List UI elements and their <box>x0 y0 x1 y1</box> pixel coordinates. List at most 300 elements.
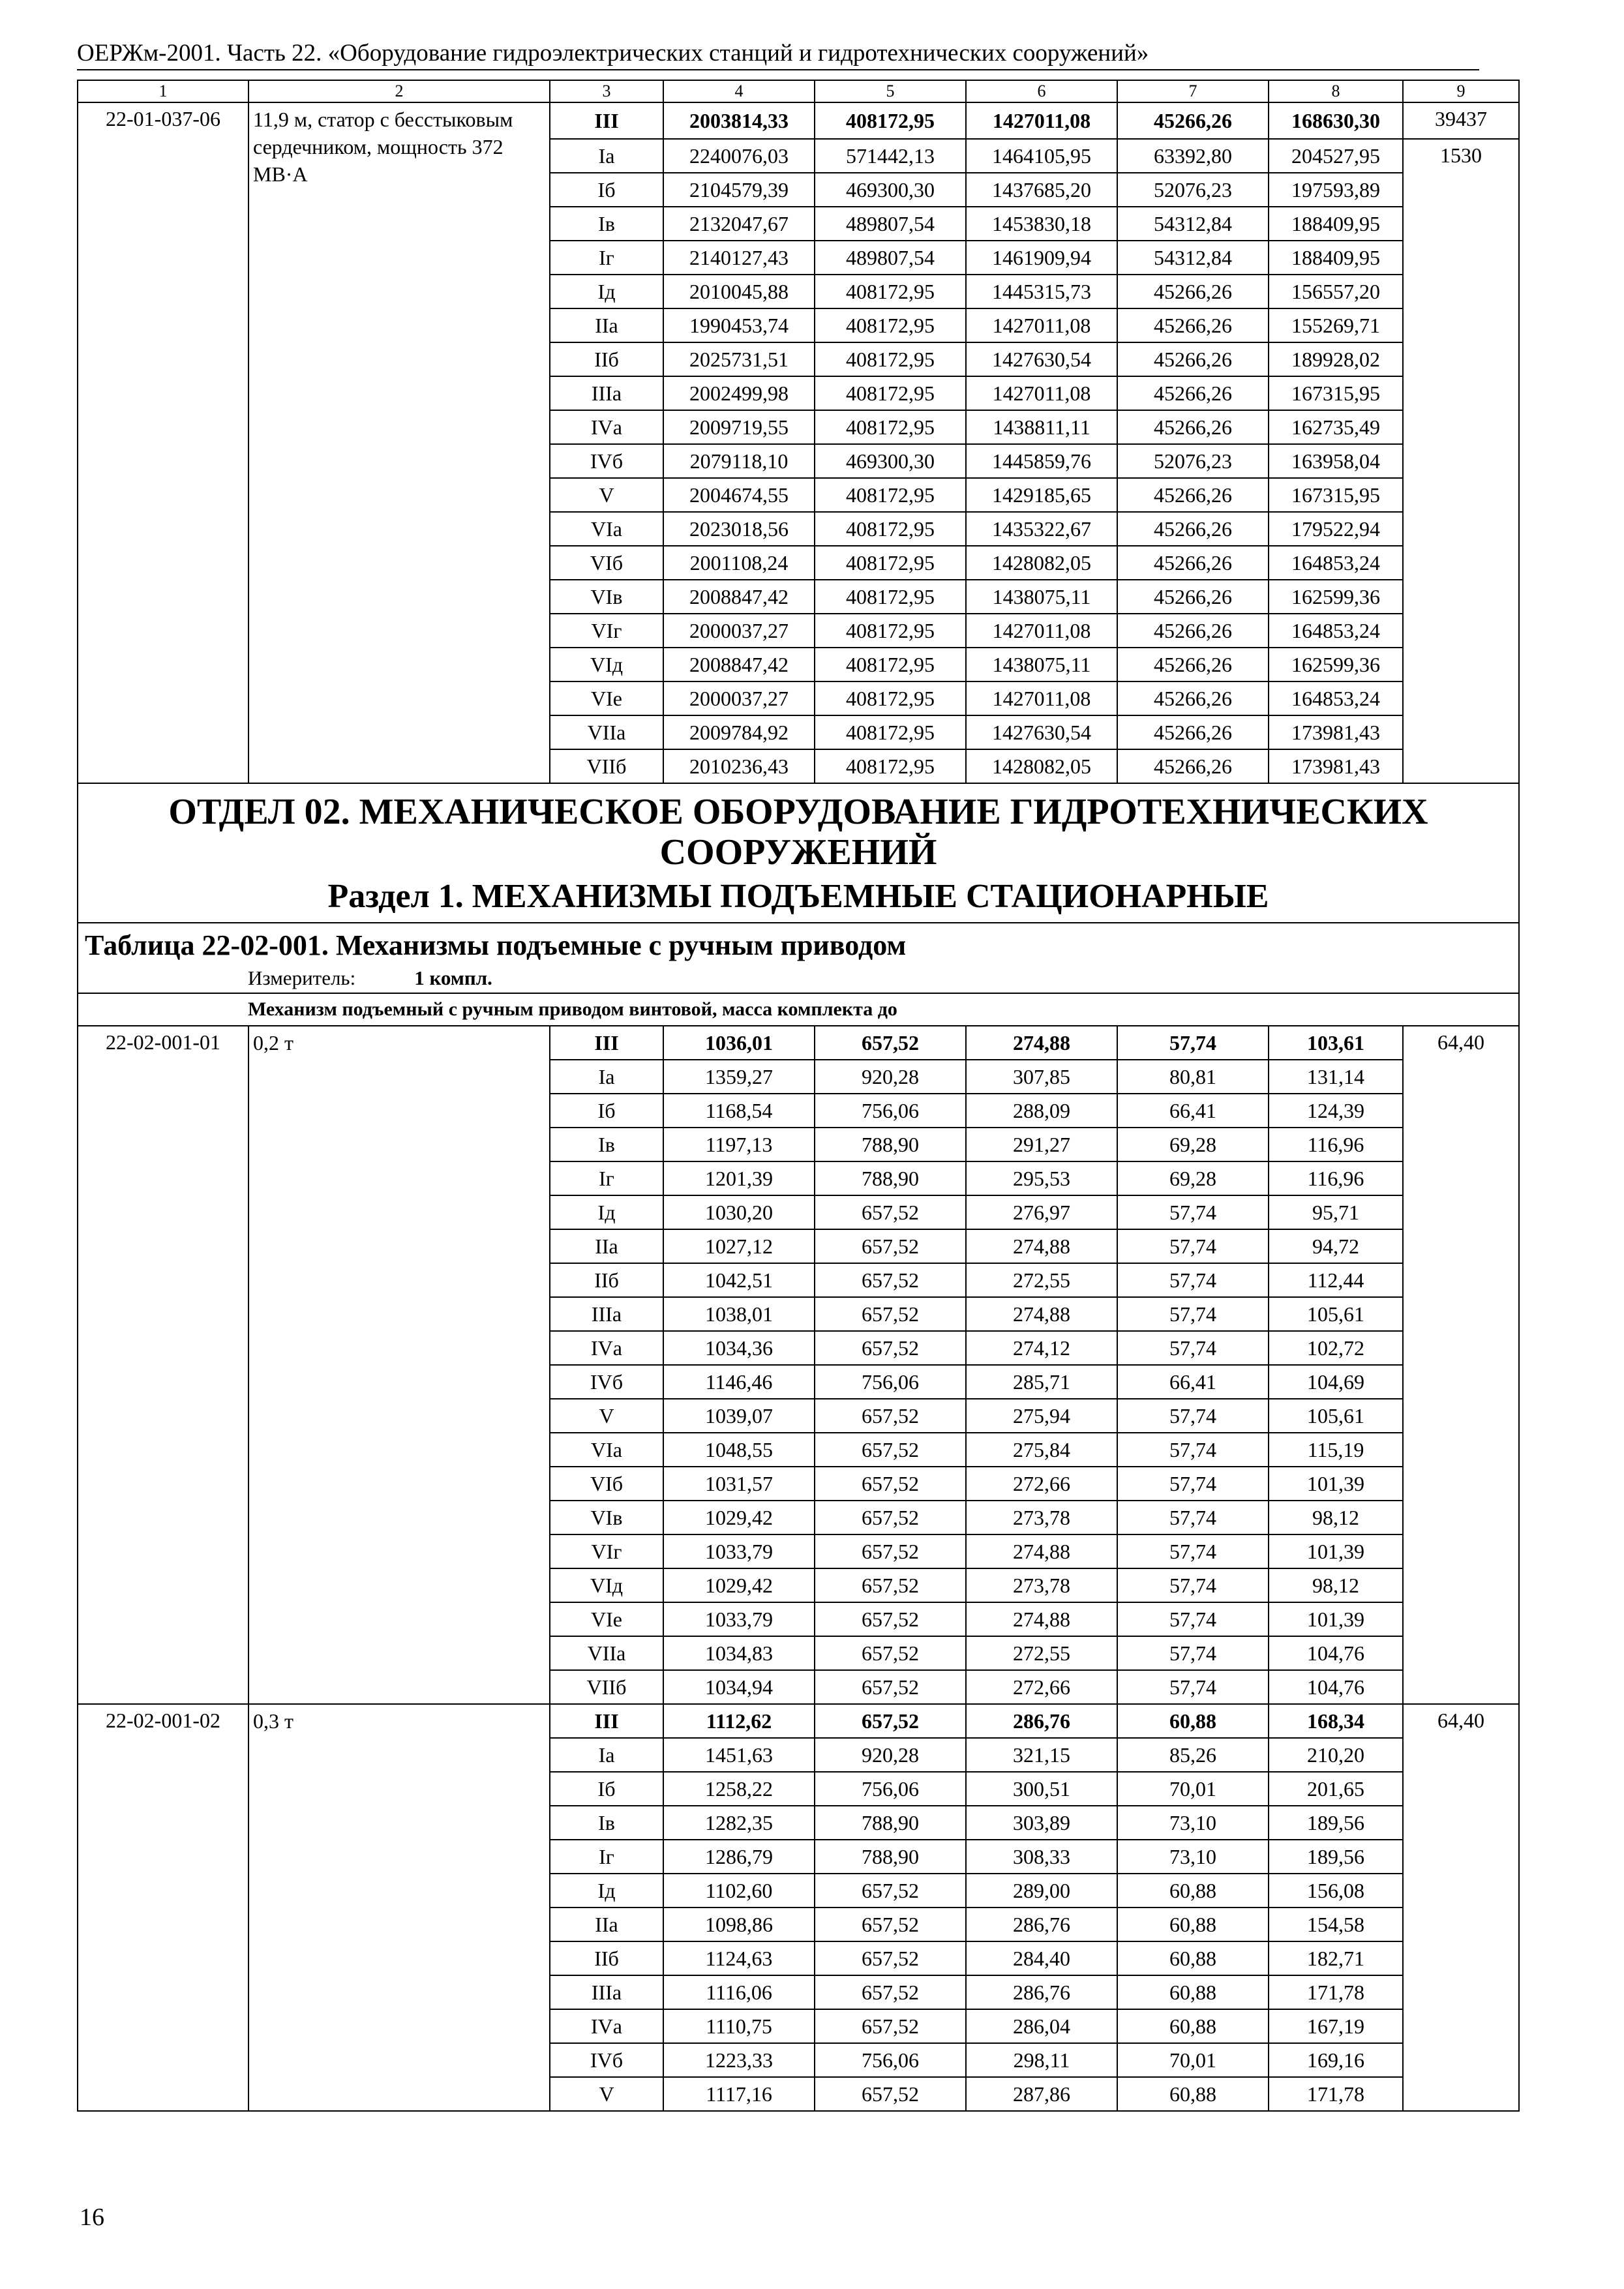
value-cell: 1098,86 <box>663 1908 815 1941</box>
value-cell: 408172,95 <box>815 478 966 512</box>
region-cell: III <box>550 1704 663 1738</box>
value-cell: 60,88 <box>1117 2077 1269 2111</box>
column-number: 4 <box>663 80 815 102</box>
value-cell: 57,74 <box>1117 1433 1269 1467</box>
value-cell: 2003814,33 <box>663 102 815 139</box>
value-cell: 45266,26 <box>1117 546 1269 580</box>
value-cell: 54312,84 <box>1117 241 1269 275</box>
value-cell: 408172,95 <box>815 342 966 376</box>
overhead-cell: 64,40 <box>1403 1704 1519 2111</box>
value-cell: 1124,63 <box>663 1941 815 1975</box>
value-cell: 273,78 <box>966 1501 1117 1534</box>
value-cell: 657,52 <box>815 1670 966 1704</box>
value-cell: 657,52 <box>815 1636 966 1670</box>
column-number: 1 <box>78 80 248 102</box>
value-cell: 1033,79 <box>663 1534 815 1568</box>
value-cell: 1029,42 <box>663 1501 815 1534</box>
value-cell: 1427630,54 <box>966 342 1117 376</box>
value-cell: 408172,95 <box>815 546 966 580</box>
value-cell: 288,09 <box>966 1094 1117 1128</box>
value-cell: 1168,54 <box>663 1094 815 1128</box>
table-title: Таблица 22-02-001. Механизмы подъемные с ручным приводом <box>78 923 1519 964</box>
value-cell: 1258,22 <box>663 1772 815 1806</box>
value-cell: 275,94 <box>966 1399 1117 1433</box>
value-cell: 45266,26 <box>1117 749 1269 783</box>
value-cell: 272,66 <box>966 1670 1117 1704</box>
value-cell: 168,34 <box>1269 1704 1403 1738</box>
value-cell: 657,52 <box>815 1433 966 1467</box>
value-cell: 274,88 <box>966 1534 1117 1568</box>
value-cell: 2025731,51 <box>663 342 815 376</box>
value-cell: 171,78 <box>1269 1975 1403 2009</box>
region-cell: IIб <box>550 1941 663 1975</box>
value-cell: 2001108,24 <box>663 546 815 580</box>
value-cell: 2132047,67 <box>663 207 815 241</box>
value-cell: 63392,80 <box>1117 139 1269 173</box>
value-cell: 45266,26 <box>1117 410 1269 444</box>
value-cell: 1027,12 <box>663 1229 815 1263</box>
value-cell: 469300,30 <box>815 173 966 207</box>
region-cell: V <box>550 2077 663 2111</box>
value-cell: 45266,26 <box>1117 478 1269 512</box>
value-cell: 2240076,03 <box>663 139 815 173</box>
value-cell: 408172,95 <box>815 580 966 614</box>
value-cell: 1286,79 <box>663 1840 815 1874</box>
value-cell: 57,74 <box>1117 1602 1269 1636</box>
value-cell: 1116,06 <box>663 1975 815 2009</box>
value-cell: 285,71 <box>966 1365 1117 1399</box>
value-cell: 657,52 <box>815 1026 966 1060</box>
value-cell: 1427011,08 <box>966 681 1117 715</box>
value-cell: 1030,20 <box>663 1195 815 1229</box>
value-cell: 57,74 <box>1117 1263 1269 1297</box>
value-cell: 1438811,11 <box>966 410 1117 444</box>
value-cell: 52076,23 <box>1117 173 1269 207</box>
value-cell: 66,41 <box>1117 1365 1269 1399</box>
value-cell: 272,55 <box>966 1636 1117 1670</box>
value-cell: 70,01 <box>1117 1772 1269 1806</box>
value-cell: 189928,02 <box>1269 342 1403 376</box>
region-cell: VIIб <box>550 1670 663 1704</box>
value-cell: 131,14 <box>1269 1060 1403 1094</box>
value-cell: 66,41 <box>1117 1094 1269 1128</box>
value-cell: 408172,95 <box>815 749 966 783</box>
value-cell: 69,28 <box>1117 1161 1269 1195</box>
value-cell: 164853,24 <box>1269 614 1403 648</box>
value-cell: 408172,95 <box>815 648 966 681</box>
value-cell: 1429185,65 <box>966 478 1117 512</box>
region-cell: VIв <box>550 1501 663 1534</box>
region-cell: Iг <box>550 1161 663 1195</box>
value-cell: 291,27 <box>966 1128 1117 1161</box>
table-row <box>78 1026 1519 1060</box>
region-cell: Iв <box>550 1806 663 1840</box>
value-cell: 756,06 <box>815 1094 966 1128</box>
value-cell: 57,74 <box>1117 1670 1269 1704</box>
value-cell: 408172,95 <box>815 681 966 715</box>
value-cell: 274,88 <box>966 1026 1117 1060</box>
value-cell: 60,88 <box>1117 2009 1269 2043</box>
region-cell: VIе <box>550 1602 663 1636</box>
value-cell: 408172,95 <box>815 410 966 444</box>
value-cell: 1990453,74 <box>663 308 815 342</box>
value-cell: 2008847,42 <box>663 580 815 614</box>
value-cell: 657,52 <box>815 1297 966 1331</box>
value-cell: 657,52 <box>815 2009 966 2043</box>
region-cell: VIб <box>550 1467 663 1501</box>
value-cell: 60,88 <box>1117 1704 1269 1738</box>
value-cell: 287,86 <box>966 2077 1117 2111</box>
value-cell: 57,74 <box>1117 1331 1269 1365</box>
value-cell: 408172,95 <box>815 308 966 342</box>
overhead-cell: 39437 <box>1403 102 1519 139</box>
value-cell: 104,69 <box>1269 1365 1403 1399</box>
value-cell: 276,97 <box>966 1195 1117 1229</box>
value-cell: 1029,42 <box>663 1568 815 1602</box>
item-code: 22-02-001-01 <box>78 1026 248 1704</box>
value-cell: 57,74 <box>1117 1501 1269 1534</box>
value-cell: 1427011,08 <box>966 614 1117 648</box>
measure-value: 1 компл. <box>414 966 492 989</box>
region-cell: IIа <box>550 1908 663 1941</box>
value-cell: 657,52 <box>815 1263 966 1297</box>
value-cell: 2009719,55 <box>663 410 815 444</box>
value-cell: 1435322,67 <box>966 512 1117 546</box>
value-cell: 169,16 <box>1269 2043 1403 2077</box>
value-cell: 173981,43 <box>1269 715 1403 749</box>
region-cell: Iа <box>550 1060 663 1094</box>
region-cell: VIг <box>550 1534 663 1568</box>
value-cell: 2008847,42 <box>663 648 815 681</box>
value-cell: 163958,04 <box>1269 444 1403 478</box>
value-cell: 162599,36 <box>1269 580 1403 614</box>
value-cell: 2010045,88 <box>663 275 815 308</box>
value-cell: 788,90 <box>815 1161 966 1195</box>
value-cell: 124,39 <box>1269 1094 1403 1128</box>
measure-label: Измеритель: <box>248 966 356 989</box>
value-cell: 408172,95 <box>815 512 966 546</box>
value-cell: 1464105,95 <box>966 139 1117 173</box>
value-cell: 657,52 <box>815 1704 966 1738</box>
value-cell: 272,66 <box>966 1467 1117 1501</box>
value-cell: 164853,24 <box>1269 681 1403 715</box>
value-cell: 1427011,08 <box>966 376 1117 410</box>
value-cell: 188409,95 <box>1269 241 1403 275</box>
value-cell: 98,12 <box>1269 1501 1403 1534</box>
value-cell: 274,88 <box>966 1229 1117 1263</box>
region-cell: Iг <box>550 241 663 275</box>
value-cell: 167315,95 <box>1269 478 1403 512</box>
value-cell: 1034,36 <box>663 1331 815 1365</box>
value-cell: 272,55 <box>966 1263 1117 1297</box>
value-cell: 2010236,43 <box>663 749 815 783</box>
region-cell: V <box>550 478 663 512</box>
value-cell: 167,19 <box>1269 2009 1403 2043</box>
value-cell: 188409,95 <box>1269 207 1403 241</box>
value-cell: 154,58 <box>1269 1908 1403 1941</box>
table-row <box>78 102 1519 139</box>
value-cell: 1048,55 <box>663 1433 815 1467</box>
section-title: ОТДЕЛ 02. МЕХАНИЧЕСКОЕ ОБОРУДОВАНИЕ ГИДРОТЕХНИЧЕСКИХ СООРУЖЕНИЙ <box>168 792 1428 873</box>
value-cell: 189,56 <box>1269 1840 1403 1874</box>
value-cell: 204527,95 <box>1269 139 1403 173</box>
value-cell: 104,76 <box>1269 1670 1403 1704</box>
value-cell: 2023018,56 <box>663 512 815 546</box>
value-cell: 2002499,98 <box>663 376 815 410</box>
region-cell: VIд <box>550 1568 663 1602</box>
value-cell: 657,52 <box>815 1602 966 1636</box>
value-cell: 408172,95 <box>815 715 966 749</box>
region-cell: Iб <box>550 173 663 207</box>
value-cell: 657,52 <box>815 1331 966 1365</box>
region-cell: IVб <box>550 444 663 478</box>
value-cell: 1451,63 <box>663 1738 815 1772</box>
column-number: 8 <box>1269 80 1403 102</box>
value-cell: 321,15 <box>966 1738 1117 1772</box>
value-cell: 275,84 <box>966 1433 1117 1467</box>
region-cell: IVа <box>550 2009 663 2043</box>
value-cell: 657,52 <box>815 1941 966 1975</box>
value-cell: 1038,01 <box>663 1297 815 1331</box>
region-cell: IVа <box>550 1331 663 1365</box>
value-cell: 57,74 <box>1117 1229 1269 1263</box>
column-number: 7 <box>1117 80 1269 102</box>
value-cell: 201,65 <box>1269 1772 1403 1806</box>
column-number: 6 <box>966 80 1117 102</box>
value-cell: 1036,01 <box>663 1026 815 1060</box>
region-cell: VIIб <box>550 749 663 783</box>
value-cell: 94,72 <box>1269 1229 1403 1263</box>
value-cell: 98,12 <box>1269 1568 1403 1602</box>
table-title-row <box>78 923 1519 964</box>
value-cell: 162735,49 <box>1269 410 1403 444</box>
value-cell: 102,72 <box>1269 1331 1403 1365</box>
value-cell: 300,51 <box>966 1772 1117 1806</box>
value-cell: 171,78 <box>1269 2077 1403 2111</box>
value-cell: 45266,26 <box>1117 102 1269 139</box>
measure-row <box>78 964 1519 993</box>
region-cell: III <box>550 102 663 139</box>
region-cell: Iд <box>550 1874 663 1908</box>
value-cell: 1146,46 <box>663 1365 815 1399</box>
value-cell: 489807,54 <box>815 207 966 241</box>
value-cell: 155269,71 <box>1269 308 1403 342</box>
value-cell: 920,28 <box>815 1738 966 1772</box>
value-cell: 57,74 <box>1117 1399 1269 1433</box>
value-cell: 657,52 <box>815 1467 966 1501</box>
region-cell: IVб <box>550 1365 663 1399</box>
region-cell: VIд <box>550 648 663 681</box>
value-cell: 57,74 <box>1117 1297 1269 1331</box>
value-cell: 1427011,08 <box>966 308 1117 342</box>
section-heading <box>78 783 1519 923</box>
value-cell: 116,96 <box>1269 1161 1403 1195</box>
value-cell: 197593,89 <box>1269 173 1403 207</box>
value-cell: 45266,26 <box>1117 681 1269 715</box>
value-cell: 1461909,94 <box>966 241 1117 275</box>
value-cell: 57,74 <box>1117 1636 1269 1670</box>
item-code: 22-01-037-06 <box>78 102 248 783</box>
value-cell: 45266,26 <box>1117 342 1269 376</box>
value-cell: 164853,24 <box>1269 546 1403 580</box>
value-cell: 756,06 <box>815 1772 966 1806</box>
value-cell: 60,88 <box>1117 1874 1269 1908</box>
section-subtitle: Раздел 1. МЕХАНИЗМЫ ПОДЪЕМНЫЕ СТАЦИОНАРНЫЕ <box>327 878 1269 915</box>
value-cell: 57,74 <box>1117 1467 1269 1501</box>
value-cell: 95,71 <box>1269 1195 1403 1229</box>
value-cell: 657,52 <box>815 1229 966 1263</box>
value-cell: 657,52 <box>815 1399 966 1433</box>
value-cell: 2000037,27 <box>663 681 815 715</box>
value-cell: 788,90 <box>815 1128 966 1161</box>
value-cell: 571442,13 <box>815 139 966 173</box>
region-cell: IIб <box>550 342 663 376</box>
value-cell: 274,88 <box>966 1602 1117 1636</box>
value-cell: 167315,95 <box>1269 376 1403 410</box>
value-cell: 54312,84 <box>1117 207 1269 241</box>
group-caption-row <box>78 993 1519 1026</box>
value-cell: 1438075,11 <box>966 580 1117 614</box>
value-cell: 1112,62 <box>663 1704 815 1738</box>
value-cell: 2004674,55 <box>663 478 815 512</box>
value-cell: 2079118,10 <box>663 444 815 478</box>
value-cell: 1201,39 <box>663 1161 815 1195</box>
value-cell: 1445315,73 <box>966 275 1117 308</box>
value-cell: 45266,26 <box>1117 614 1269 648</box>
table-row <box>78 1704 1519 1738</box>
item-code: 22-02-001-02 <box>78 1704 248 2111</box>
region-cell: Iб <box>550 1772 663 1806</box>
value-cell: 657,52 <box>815 1501 966 1534</box>
region-cell: IIа <box>550 1229 663 1263</box>
value-cell: 156557,20 <box>1269 275 1403 308</box>
value-cell: 1117,16 <box>663 2077 815 2111</box>
value-cell: 112,44 <box>1269 1263 1403 1297</box>
value-cell: 85,26 <box>1117 1738 1269 1772</box>
value-cell: 80,81 <box>1117 1060 1269 1094</box>
value-cell: 1427630,54 <box>966 715 1117 749</box>
value-cell: 45266,26 <box>1117 648 1269 681</box>
measure-cell <box>78 964 1519 993</box>
value-cell: 105,61 <box>1269 1297 1403 1331</box>
estimate-table <box>77 80 1520 2112</box>
value-cell: 52076,23 <box>1117 444 1269 478</box>
value-cell: 1359,27 <box>663 1060 815 1094</box>
column-number-row <box>78 80 1519 102</box>
value-cell: 60,88 <box>1117 1908 1269 1941</box>
region-cell: VIа <box>550 1433 663 1467</box>
value-cell: 162599,36 <box>1269 648 1403 681</box>
value-cell: 286,76 <box>966 1704 1117 1738</box>
column-number: 3 <box>550 80 663 102</box>
value-cell: 489807,54 <box>815 241 966 275</box>
region-cell: Iв <box>550 207 663 241</box>
value-cell: 408172,95 <box>815 275 966 308</box>
value-cell: 1042,51 <box>663 1263 815 1297</box>
value-cell: 1033,79 <box>663 1602 815 1636</box>
value-cell: 756,06 <box>815 1365 966 1399</box>
value-cell: 2000037,27 <box>663 614 815 648</box>
column-number: 9 <box>1403 80 1519 102</box>
value-cell: 1039,07 <box>663 1399 815 1433</box>
item-description: 0,2 т <box>248 1026 550 1704</box>
page-number: 16 <box>80 2204 104 2231</box>
value-cell: 179522,94 <box>1269 512 1403 546</box>
value-cell: 274,88 <box>966 1297 1117 1331</box>
value-cell: 657,52 <box>815 1195 966 1229</box>
region-cell: VIа <box>550 512 663 546</box>
value-cell: 1427011,08 <box>966 102 1117 139</box>
value-cell: 1034,94 <box>663 1670 815 1704</box>
region-cell: Iг <box>550 1840 663 1874</box>
value-cell: 45266,26 <box>1117 308 1269 342</box>
value-cell: 2104579,39 <box>663 173 815 207</box>
column-number: 2 <box>248 80 550 102</box>
value-cell: 101,39 <box>1269 1467 1403 1501</box>
region-cell: IIа <box>550 308 663 342</box>
value-cell: 45266,26 <box>1117 512 1269 546</box>
overhead-cell: 64,40 <box>1403 1026 1519 1704</box>
value-cell: 295,53 <box>966 1161 1117 1195</box>
value-cell: 1438075,11 <box>966 648 1117 681</box>
page-header: ОЕРЖм-2001. Часть 22. «Оборудование гидроэлектрических станций и гидротехнических сооружений» <box>77 39 1479 70</box>
value-cell: 920,28 <box>815 1060 966 1094</box>
value-cell: 303,89 <box>966 1806 1117 1840</box>
value-cell: 60,88 <box>1117 1941 1269 1975</box>
value-cell: 115,19 <box>1269 1433 1403 1467</box>
value-cell: 657,52 <box>815 1568 966 1602</box>
value-cell: 116,96 <box>1269 1128 1403 1161</box>
value-cell: 1453830,18 <box>966 207 1117 241</box>
value-cell: 286,76 <box>966 1975 1117 2009</box>
region-cell: IIIа <box>550 1297 663 1331</box>
value-cell: 1197,13 <box>663 1128 815 1161</box>
value-cell: 69,28 <box>1117 1128 1269 1161</box>
region-cell: IVб <box>550 2043 663 2077</box>
region-cell: Iа <box>550 1738 663 1772</box>
value-cell: 60,88 <box>1117 1975 1269 2009</box>
region-cell: Iв <box>550 1128 663 1161</box>
value-cell: 273,78 <box>966 1568 1117 1602</box>
value-cell: 307,85 <box>966 1060 1117 1094</box>
column-number: 5 <box>815 80 966 102</box>
value-cell: 408172,95 <box>815 376 966 410</box>
region-cell: IIб <box>550 1263 663 1297</box>
group-caption: Механизм подъемный с ручным приводом винтовой, масса комплекта до <box>78 993 1519 1026</box>
item-description: 0,3 т <box>248 1704 550 2111</box>
value-cell: 788,90 <box>815 1840 966 1874</box>
value-cell: 73,10 <box>1117 1840 1269 1874</box>
region-cell: Iб <box>550 1094 663 1128</box>
value-cell: 70,01 <box>1117 2043 1269 2077</box>
value-cell: 1110,75 <box>663 2009 815 2043</box>
value-cell: 284,40 <box>966 1941 1117 1975</box>
value-cell: 57,74 <box>1117 1568 1269 1602</box>
value-cell: 657,52 <box>815 1534 966 1568</box>
value-cell: 101,39 <box>1269 1602 1403 1636</box>
value-cell: 182,71 <box>1269 1941 1403 1975</box>
value-cell: 469300,30 <box>815 444 966 478</box>
value-cell: 1428082,05 <box>966 749 1117 783</box>
value-cell: 104,76 <box>1269 1636 1403 1670</box>
value-cell: 289,00 <box>966 1874 1117 1908</box>
value-cell: 657,52 <box>815 2077 966 2111</box>
region-cell: III <box>550 1026 663 1060</box>
value-cell: 57,74 <box>1117 1534 1269 1568</box>
value-cell: 657,52 <box>815 1975 966 2009</box>
value-cell: 210,20 <box>1269 1738 1403 1772</box>
value-cell: 57,74 <box>1117 1026 1269 1060</box>
